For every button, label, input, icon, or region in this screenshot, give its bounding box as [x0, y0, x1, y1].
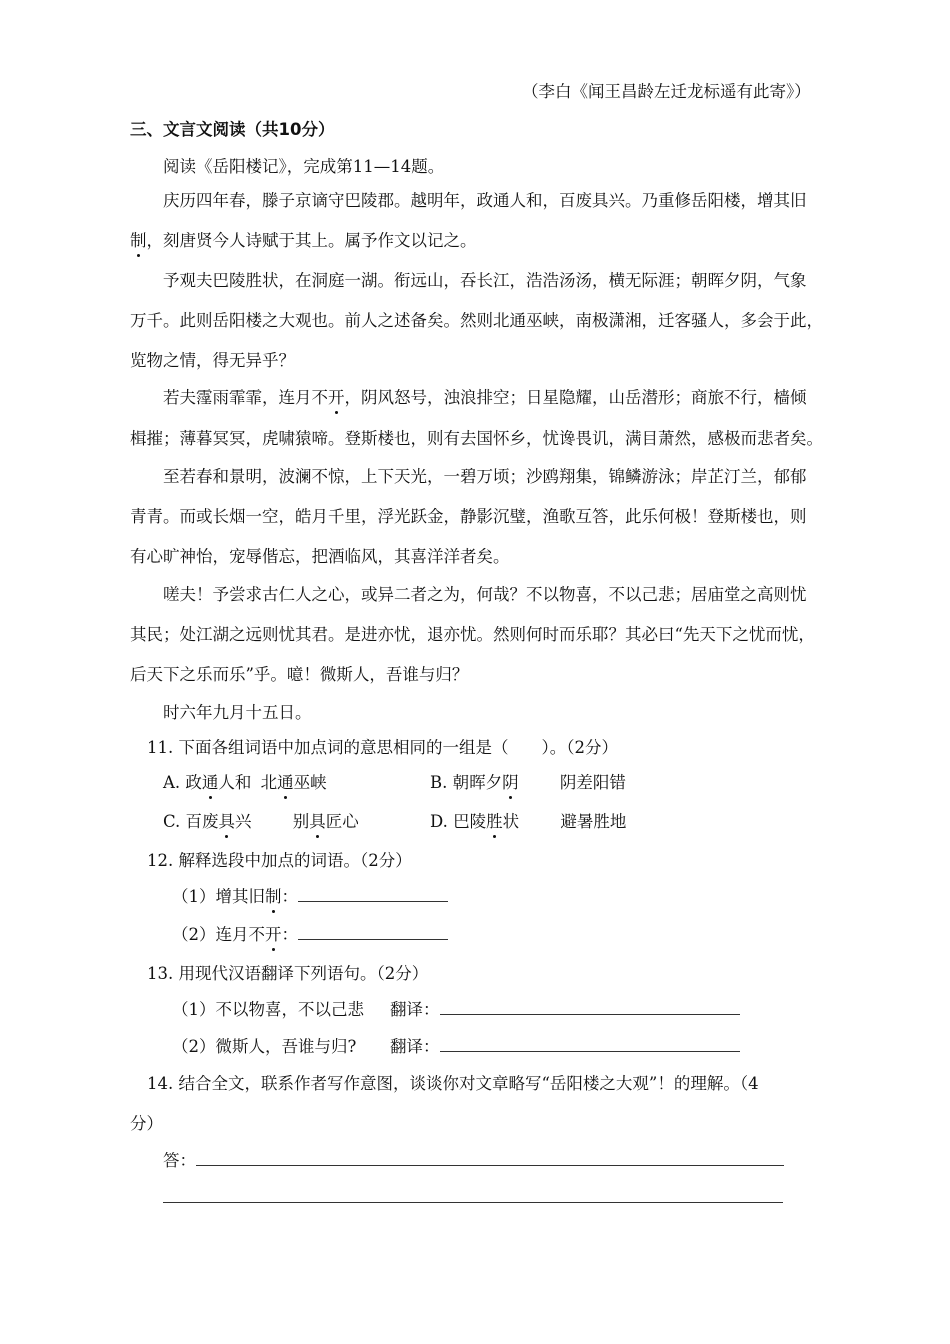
source-citation: （李白《闻王昌龄左迁龙标遥有此寄》） [522, 82, 811, 101]
answer-blank[interactable] [298, 925, 448, 940]
section-title: 三、文言文阅读（共10分） [130, 120, 335, 139]
dotted-word: 开 [265, 925, 282, 944]
question-13-stem: 13. 用现代汉语翻译下列语句。（2分） [147, 964, 429, 983]
dotted-word: 通 [201, 773, 219, 792]
passage-line: 楫摧；薄暮冥冥，虎啸猿啼。登斯楼也，则有去国怀乡，忧谗畏讥，满目萧然，感极而悲者矣。 [130, 429, 823, 448]
passage-date: 时六年九月十五日。 [163, 703, 312, 722]
option-c[interactable]: C. 百废具兴 别具匠心 [163, 812, 359, 831]
dotted-word: 阴 [502, 773, 519, 792]
answer-blank[interactable] [196, 1151, 784, 1166]
answer-blank[interactable] [440, 1037, 740, 1052]
translate-row-1: 翻译： [390, 1000, 740, 1020]
answer-blank[interactable] [440, 1000, 740, 1015]
answer-row-1: 答： [163, 1151, 784, 1171]
passage-line: 至若春和景明，波澜不惊，上下天光，一碧万顷；沙鸥翔集，锦鳞游泳；岸芷汀兰，郁郁 [163, 467, 807, 486]
dotted-word: 开 [328, 388, 345, 407]
dotted-word: 胜 [486, 812, 503, 831]
dotted-word: 制 [265, 887, 282, 906]
dotted-word: 制 [130, 231, 147, 250]
question-11-stem: 11. 下面各组词语中加点词的意思相同的一组是（ ）。（2分） [147, 738, 618, 757]
question-12-stem: 12. 解释选段中加点的词语。（2分） [147, 851, 412, 870]
passage-line: 其民；处江湖之远则忧其君。是进亦忧，退亦忧。然则何时而乐耶？其必曰“先天下之忧而忧， [130, 625, 815, 644]
passage-line: 览物之情，得无异乎？ [130, 351, 295, 370]
translate-row-2: 翻译： [390, 1037, 740, 1057]
option-a[interactable]: A. 政通人和 北通巫峡 [163, 773, 327, 792]
passage-line: 有心旷神怡，宠辱偕忘，把酒临风，其喜洋洋者矣。 [130, 547, 510, 566]
question-14-stem: 14. 结合全文，联系作者写作意图，谈谈你对文章略写“岳阳楼之大观”！的理解。（4 [147, 1074, 759, 1093]
question-12-item-1: （1）增其旧制： [172, 887, 448, 907]
dotted-word: 具 [218, 812, 236, 831]
reading-intro: 阅读《岳阳楼记》，完成第11—14题。 [163, 157, 445, 176]
dotted-word: 通 [277, 773, 294, 792]
passage-line: 若夫霪雨霏霏，连月不开，阴风怒号，浊浪排空；日星隐耀，山岳潜形；商旅不行，樯倾 [163, 388, 807, 407]
passage-line: 青青。而或长烟一空，皓月千里，浮光跃金，静影沉璧，渔歌互答，此乐何极！登斯楼也，则 [130, 507, 807, 526]
option-d[interactable]: D. 巴陵胜状 避暑胜地 [430, 812, 627, 831]
passage-line: 制，刻唐贤今人诗赋于其上。属予作文以记之。 [130, 231, 477, 250]
passage-line: 庆历四年春，滕子京谪守巴陵郡。越明年，政通人和，百废具兴。乃重修岳阳楼，增其旧 [163, 191, 807, 210]
passage-line: 予观夫巴陵胜状，在洞庭一湖。衔远山，吞长江，浩浩汤汤，横无际涯；朝晖夕阴，气象 [163, 271, 807, 290]
question-12-item-2: （2）连月不开： [172, 925, 448, 945]
answer-blank[interactable] [163, 1188, 783, 1203]
passage-line: 后天下之乐而乐”乎。噫！微斯人，吾谁与归？ [130, 665, 469, 684]
answer-blank[interactable] [298, 887, 448, 902]
dotted-word: 具 [309, 812, 326, 831]
question-13-item-1: （1）不以物喜，不以己悲 [172, 1000, 364, 1019]
passage-line: 嗟夫！予尝求古仁人之心，或异二者之为，何哉？不以物喜，不以己悲；居庙堂之高则忧 [163, 585, 807, 604]
answer-row-2 [163, 1188, 783, 1208]
question-13-item-2: （2）微斯人，吾谁与归? [172, 1037, 357, 1056]
option-b[interactable]: B. 朝晖夕阴 阴差阳错 [430, 773, 626, 792]
passage-line: 万千。此则岳阳楼之大观也。前人之述备矣。然则北通巫峡，南极潇湘，迁客骚人，多会于此， [130, 311, 823, 330]
question-14-stem-cont: 分） [130, 1114, 163, 1133]
